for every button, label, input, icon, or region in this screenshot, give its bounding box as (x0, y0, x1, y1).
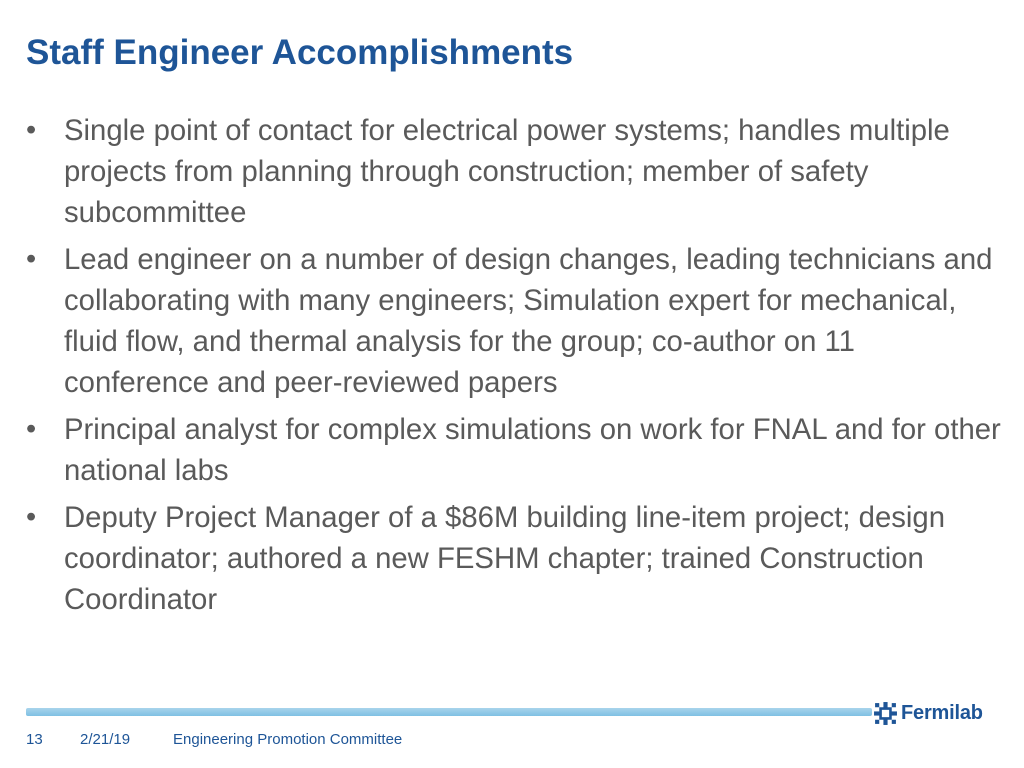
footer-divider (26, 708, 872, 716)
bullet-item (26, 497, 1001, 620)
bullet-icon: • (26, 501, 37, 533)
bullet-icon: • (26, 114, 37, 146)
bullet-item (26, 409, 1001, 491)
bullet-icon: • (26, 243, 37, 275)
bullet-icon: • (26, 413, 37, 445)
fermilab-logo (873, 700, 983, 726)
footer-organization: Engineering Promotion Committee (173, 731, 403, 748)
fermilab-logo-text: Fermilab (901, 701, 983, 724)
bullet-item (26, 239, 1001, 403)
bullet-item (26, 110, 1001, 233)
slide-title: Staff Engineer Accomplishments (26, 33, 574, 72)
bullet-text: Single point of contact for electrical power systems; handles multiple projects from planning through construction; member of safety subcommittee (64, 114, 950, 229)
bullet-list (26, 110, 1001, 626)
bullet-text: Principal analyst for complex simulations on work for FNAL and for other national labs (64, 413, 1001, 487)
bullet-text: Deputy Project Manager of a $86M building line-item project; design coordinator; authored a new FESHM chapter; trained Construction Coordinator (64, 501, 946, 616)
bullet-text: Lead engineer on a number of design changes, leading technicians and collaborating with many engineers; Simulation expert for mechanical, fluid flow, and thermal analysis for the group; co-author on 11 conference and peer-reviewed papers (64, 243, 993, 399)
fermilab-logo-icon (873, 701, 898, 726)
footer-date: 2/21/19 (80, 731, 131, 748)
footer-page-number: 13 (26, 731, 43, 748)
